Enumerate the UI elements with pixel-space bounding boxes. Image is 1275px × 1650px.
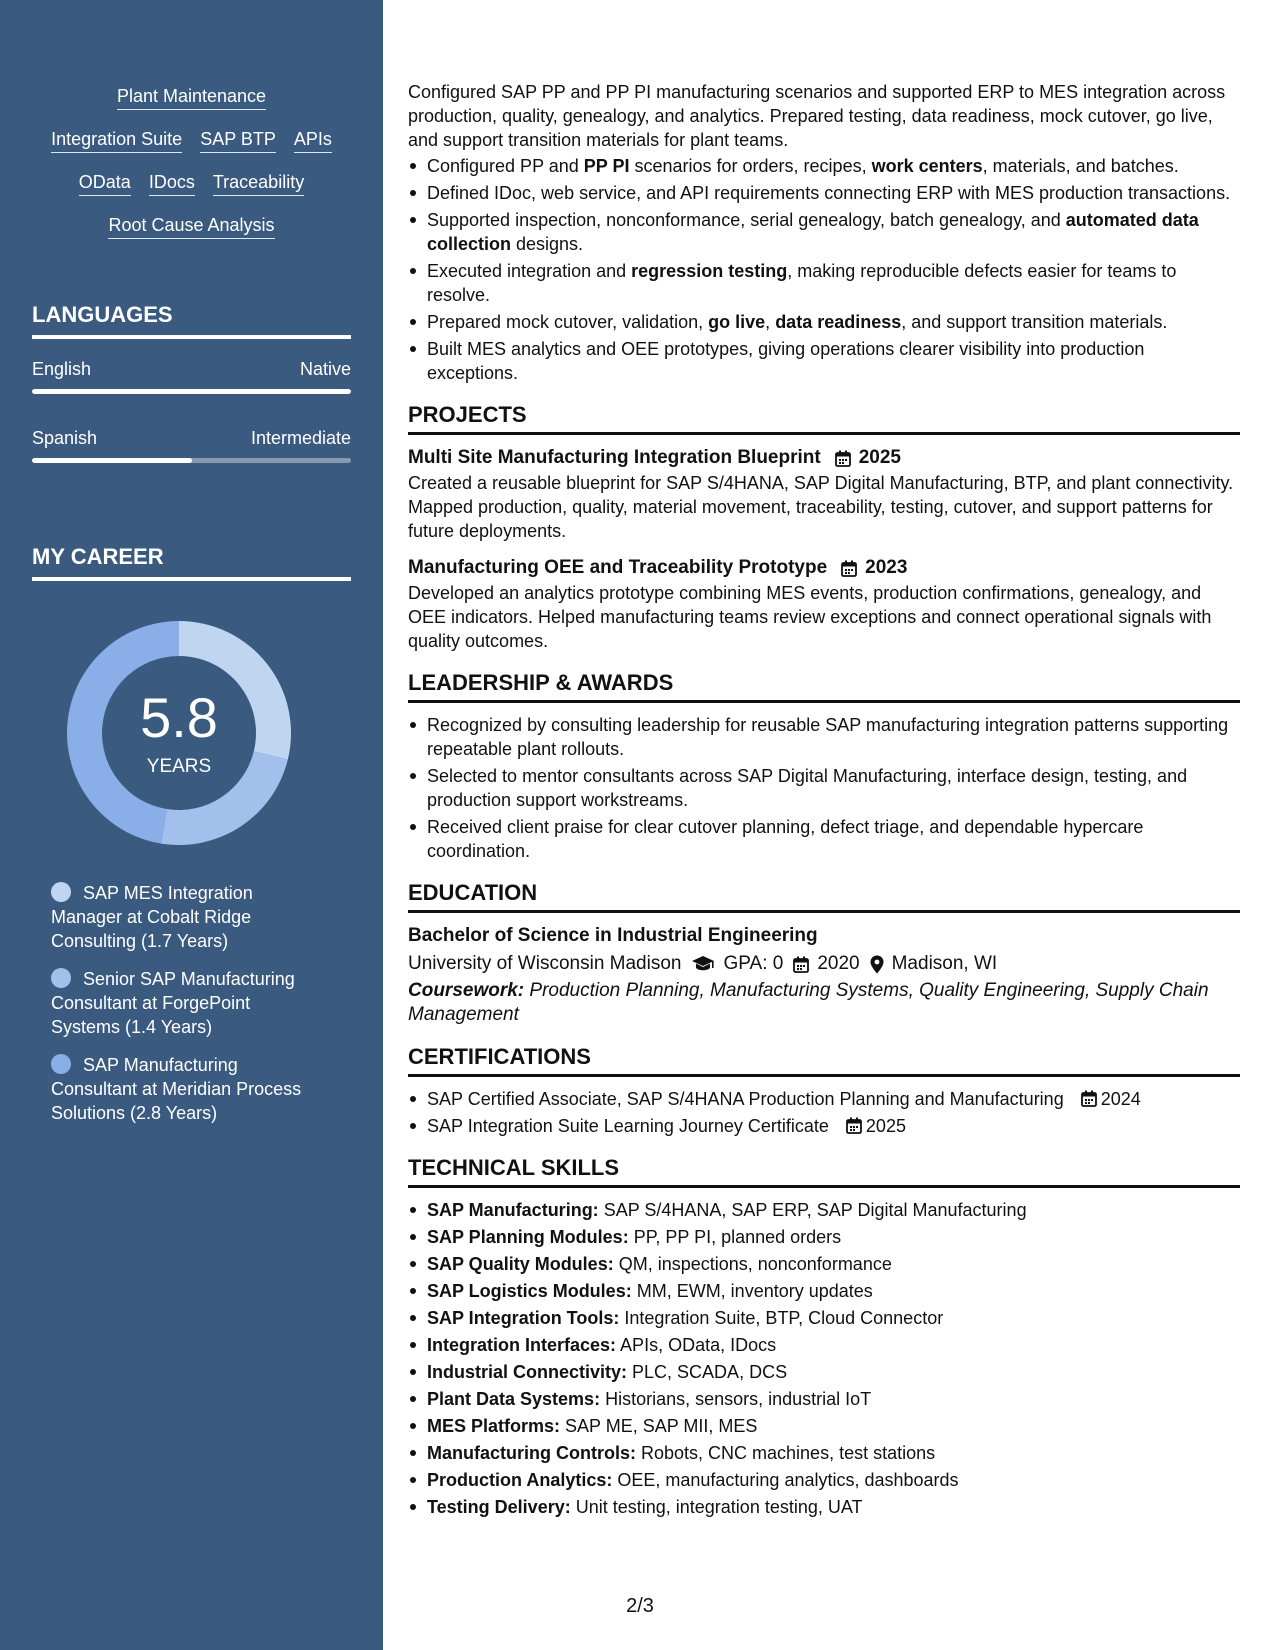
bold-keyword: regression testing <box>631 261 788 281</box>
bullet-text: Built MES analytics and OEE prototypes, giving operations clearer visibility into production exceptions. <box>427 339 1145 383</box>
skill-category: Manufacturing Controls: <box>427 1443 636 1463</box>
skill-values: Historians, sensors, industrial IoT <box>600 1389 872 1409</box>
technical-skill-item <box>408 1333 1240 1357</box>
skill-category: Industrial Connectivity: <box>427 1362 628 1382</box>
certification-year: 2025 <box>865 1116 906 1136</box>
language-row-spanish <box>32 428 351 449</box>
language-bar-english <box>32 389 351 394</box>
bullet-text: Supported inspection, nonconformance, serial genealogy, batch genealogy, and <box>427 210 1066 230</box>
experience-bullet <box>408 181 1240 205</box>
bullet-text: , materials, and batches. <box>982 156 1179 176</box>
main-content <box>408 80 1240 1522</box>
skill-tag: Plant Maintenance <box>117 86 266 110</box>
languages-heading: LANGUAGES <box>32 302 351 339</box>
project-description: Developed an analytics prototype combining MES events, production confirmations, genealogy, and OEE indicators. Helped manufacturing teams review exceptions and connect operational signals with quality outcomes. <box>408 583 1212 651</box>
coursework-label: Coursework: <box>408 980 525 1001</box>
skill-category: MES Platforms: <box>427 1416 561 1436</box>
skill-category: Integration Interfaces: <box>427 1335 617 1355</box>
skill-tag: APIs <box>294 129 332 153</box>
project-year: 2025 <box>858 447 901 468</box>
technical-skill-item <box>408 1198 1240 1222</box>
technical-skills-heading: TECHNICAL SKILLS <box>408 1154 1240 1188</box>
language-bar-fill <box>32 389 351 394</box>
school-location: Madison, WI <box>891 953 998 974</box>
skill-values: Unit testing, integration testing, UAT <box>570 1497 863 1517</box>
technical-skill-item <box>408 1387 1240 1411</box>
list-item: Recognized by consulting leadership for reusable SAP manufacturing integration patterns supporting repeatable plant rollouts. <box>408 713 1240 761</box>
skill-values: APIs, OData, IDocs <box>616 1335 777 1355</box>
bold-keyword: automated data collection <box>427 210 1199 254</box>
graduation-year: 2020 <box>817 953 860 974</box>
technical-skill-item <box>408 1225 1240 1249</box>
skill-values: Integration Suite, BTP, Cloud Connector <box>619 1308 944 1328</box>
experience-bullet <box>408 337 1240 385</box>
experience-bullet <box>408 259 1240 307</box>
calendar-icon <box>841 560 857 577</box>
bullet-text: , and support transition materials. <box>901 312 1168 332</box>
career-legend-dot <box>51 968 71 988</box>
skill-category: Testing Delivery: <box>427 1497 571 1517</box>
skill-tag-row <box>0 172 383 196</box>
projects-heading: PROJECTS <box>408 401 1240 435</box>
bullet-text: Defined IDoc, web service, and API requirements connecting ERP with MES production transactions. <box>427 183 1231 203</box>
project-title-row <box>408 555 1240 581</box>
bold-keyword: go live <box>708 312 766 332</box>
list-item: Received client praise for clear cutover planning, defect triage, and dependable hypercare coordination. <box>408 815 1240 863</box>
experience-bullet <box>408 154 1240 178</box>
skill-category: Plant Data Systems: <box>427 1389 601 1409</box>
experience-bullet <box>408 310 1240 334</box>
gpa: GPA: 0 <box>723 953 784 974</box>
certifications-list <box>408 1087 1240 1138</box>
skill-tag: OData <box>79 172 131 196</box>
skill-tag: Traceability <box>213 172 304 196</box>
certification-date <box>1081 1089 1141 1109</box>
bold-keyword: data readiness <box>775 312 902 332</box>
degree-title: Bachelor of Science in Industrial Engineering <box>408 925 818 946</box>
certification-item <box>408 1114 1240 1138</box>
certification-date <box>846 1116 906 1136</box>
project-title: Manufacturing OEE and Traceability Prototype <box>408 557 828 578</box>
career-total-unit: YEARS <box>146 756 212 777</box>
sidebar <box>0 0 383 1650</box>
language-bar-fill <box>32 458 192 463</box>
education-heading: EDUCATION <box>408 879 1240 913</box>
project-title: Multi Site Manufacturing Integration Blueprint <box>408 447 821 468</box>
skill-category: SAP Planning Modules: <box>427 1227 629 1247</box>
technical-skill-item <box>408 1414 1240 1438</box>
career-item-label: SAP MES Integration Manager at Cobalt Ridge Consulting (1.7 Years) <box>51 883 253 951</box>
career-item <box>51 1053 321 1125</box>
career-item <box>51 881 321 953</box>
career-heading: MY CAREER <box>32 544 351 581</box>
career-total-value: 5.8 <box>140 686 218 749</box>
career-legend-dot <box>51 1054 71 1074</box>
project-year: 2023 <box>865 557 908 578</box>
page-number: 2/3 <box>626 1595 654 1617</box>
career-legend-dot <box>51 882 71 902</box>
skill-values: MM, EWM, inventory updates <box>631 1281 873 1301</box>
career-item <box>51 967 321 1039</box>
bold-keyword: PP PI <box>583 156 630 176</box>
bullet-text: , <box>765 312 776 332</box>
coursework-list: Production Planning, Manufacturing Systems, Quality Engineering, Supply Chain Management <box>408 980 1209 1025</box>
skill-tag: SAP BTP <box>200 129 276 153</box>
technical-skill-item <box>408 1495 1240 1519</box>
education-details <box>408 949 1240 979</box>
language-bar-spanish <box>32 458 351 463</box>
certification-name: SAP Certified Associate, SAP S/4HANA Production Planning and Manufacturing <box>427 1089 1064 1109</box>
technical-skill-item <box>408 1360 1240 1384</box>
career-item-label: SAP Manufacturing Consultant at Meridian Process Solutions (2.8 Years) <box>51 1055 302 1123</box>
project-item <box>408 445 1240 543</box>
technical-skill-item <box>408 1306 1240 1330</box>
skill-values: Robots, CNC machines, test stations <box>636 1443 936 1463</box>
location-pin-icon <box>870 955 884 974</box>
school-name: University of Wisconsin Madison <box>408 953 682 974</box>
skill-category: SAP Quality Modules: <box>427 1254 614 1274</box>
leadership-list <box>408 713 1240 863</box>
experience-bullet <box>408 208 1240 256</box>
skill-values: QM, inspections, nonconformance <box>613 1254 892 1274</box>
certification-name: SAP Integration Suite Learning Journey Certificate <box>427 1116 829 1136</box>
language-row-english <box>32 359 351 380</box>
career-item-label: Senior SAP Manufacturing Consultant at ForgePoint Systems (1.4 Years) <box>51 969 295 1037</box>
skill-tag-row <box>0 129 383 153</box>
technical-skill-item <box>408 1252 1240 1276</box>
bullet-text: Configured PP and <box>427 156 584 176</box>
skill-category: SAP Manufacturing: <box>427 1200 599 1220</box>
technical-skill-item <box>408 1468 1240 1492</box>
skill-tag: Root Cause Analysis <box>108 215 274 239</box>
calendar-icon <box>793 956 809 973</box>
skill-tag-row <box>0 215 383 239</box>
skill-category: SAP Logistics Modules: <box>427 1281 632 1301</box>
bullet-text: , making reproducible defects easier for teams to resolve. <box>427 261 1177 305</box>
skill-values: OEE, manufacturing analytics, dashboards <box>612 1470 959 1490</box>
skill-tag: IDocs <box>149 172 195 196</box>
certification-item <box>408 1087 1240 1111</box>
project-item <box>408 555 1240 653</box>
calendar-icon <box>835 450 851 467</box>
language-name: Spanish <box>32 428 98 448</box>
skill-category: Production Analytics: <box>427 1470 613 1490</box>
calendar-icon <box>846 1117 862 1134</box>
skill-tag: Integration Suite <box>51 129 182 153</box>
skill-values: SAP S/4HANA, SAP ERP, SAP Digital Manufacturing <box>598 1200 1027 1220</box>
coursework <box>408 979 1240 1027</box>
project-description: Created a reusable blueprint for SAP S/4HANA, SAP Digital Manufacturing, BTP, and plant connectivity. Mapped production, quality, material movement, traceability, testing, cutover, and support patterns for future deployments. <box>408 473 1234 541</box>
bullet-text: Prepared mock cutover, validation, <box>427 312 709 332</box>
bold-keyword: work centers <box>871 156 983 176</box>
skill-category: SAP Integration Tools: <box>427 1308 620 1328</box>
bullet-text: designs. <box>511 234 584 254</box>
technical-skill-item <box>408 1279 1240 1303</box>
experience-bullets <box>408 154 1240 385</box>
language-level: Intermediate <box>250 428 351 448</box>
skill-values: PP, PP PI, planned orders <box>628 1227 842 1247</box>
language-level: Native <box>299 359 351 379</box>
project-title-row <box>408 445 1240 471</box>
experience-summary: Configured SAP PP and PP PI manufacturing scenarios and supported ERP to MES integration across production, quality, genealogy, and analytics. Prepared testing, data readiness, mock cutover, go live, and support transition materials for plant teams. <box>408 82 1226 150</box>
bullet-text: scenarios for orders, recipes, <box>629 156 872 176</box>
language-name: English <box>32 359 92 379</box>
list-item: Selected to mentor consultants across SAP Digital Manufacturing, interface design, testing, and production support workstreams. <box>408 764 1240 812</box>
calendar-icon <box>1081 1090 1097 1107</box>
skill-tag-row <box>0 86 383 110</box>
certification-year: 2024 <box>1100 1089 1141 1109</box>
graduation-cap-icon <box>691 955 715 973</box>
certifications-heading: CERTIFICATIONS <box>408 1043 1240 1077</box>
technical-skills-list <box>408 1198 1240 1519</box>
skill-values: SAP ME, SAP MII, MES <box>560 1416 758 1436</box>
technical-skill-item <box>408 1441 1240 1465</box>
bullet-text: Executed integration and <box>427 261 632 281</box>
leadership-heading: LEADERSHIP & AWARDS <box>408 669 1240 703</box>
skill-values: PLC, SCADA, DCS <box>627 1362 788 1382</box>
